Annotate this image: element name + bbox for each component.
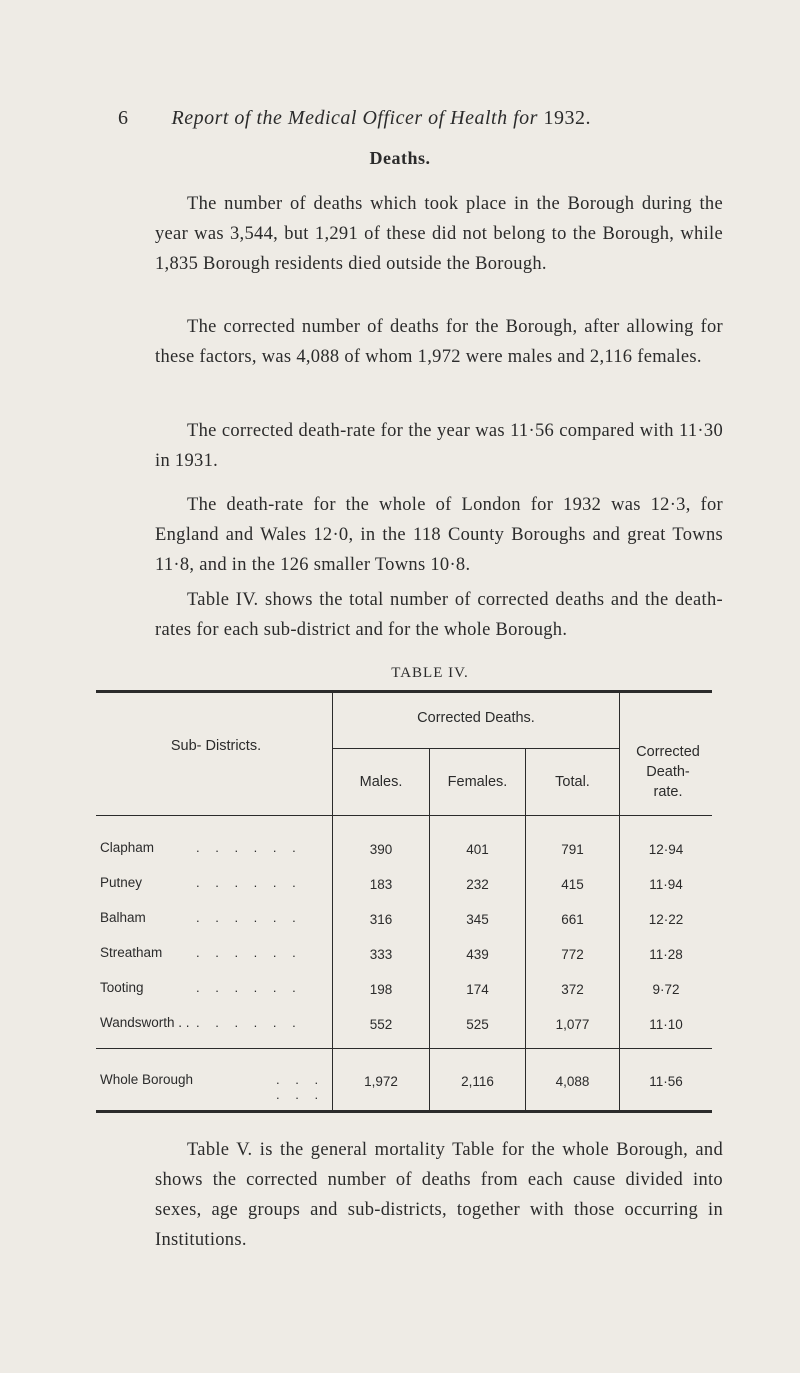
leader-dots: . . . . . . [196,910,302,925]
cell-total: 372 [561,982,584,997]
cell-rate: 11·94 [649,877,683,892]
paragraph-table-v: Table V. is the general mortality Table for the whole Borough, and shows the corrected number of deaths from each cause divided into sexes, age groups and sub-districts, together with those occurring in Institutions. [155,1140,723,1250]
paragraph-deaths-count: The number of deaths which took place in the Borough during the year was 3,544, but 1,291 of these did not belong to the Borough, while 1,835 Borough residents died outside the Borough. [155,194,723,274]
cell-males: 198 [369,982,393,997]
cell-rate: 12·22 [648,912,684,927]
section-title: Deaths. [369,148,431,168]
header-death-rate: Corrected Death- rate. [636,744,700,800]
col-rule-4 [619,690,620,1110]
cell-rate: 9·72 [652,982,680,997]
cell-males: 183 [369,877,393,892]
cell-females: 232 [466,877,489,892]
row-label: Wandsworth . . [100,1015,190,1030]
paragraph-table-intro: Table IV. shows the total number of corrected deaths and the death-rates for each sub-district and for the whole Borough. [155,590,723,640]
cell-females: 401 [466,842,489,857]
leader-dots: . . . . . . [196,980,302,995]
cell-females: 525 [466,1017,489,1032]
row-label: Balham [100,910,146,925]
row-label: Clapham [100,840,155,855]
col-rule-3 [525,748,526,1110]
cell-rate: 11·10 [649,1017,683,1032]
paragraph-death-rate: The corrected death-rate for the year was 11·56 compared with 11·30 in 1931. [155,421,723,471]
leader-dots: . . . . . . [196,945,302,960]
cell-total: 1,077 [555,1017,590,1032]
page-number: 6 [118,107,129,129]
header-females: Females. [447,774,508,790]
row-label: Putney [100,875,143,890]
cell-males: 333 [369,947,393,962]
cell-total: 772 [561,947,584,962]
cell-males: 316 [369,912,393,927]
cell-females: 439 [466,947,489,962]
cell-rate: 11·28 [649,947,683,962]
cell-females: 2,116 [461,1074,494,1089]
leader-dots: . . . . . . [196,840,302,855]
header-males: Males. [359,774,403,790]
header-sub-districts: Sub- Districts. [170,738,262,754]
table-title: TABLE IV. [391,665,469,681]
cell-total: 791 [561,842,584,857]
cell-rate: 11·56 [649,1074,683,1089]
cell-males: 390 [369,842,393,857]
report-title: Report of the Medical Officer of Health for [171,107,538,129]
deaths-table [96,690,712,1112]
cell-total: 4,088 [555,1074,590,1089]
row-label: Tooting [100,980,144,995]
header-total: Total. [555,774,590,790]
cell-females: 174 [466,982,489,997]
cell-total: 415 [561,877,584,892]
row-label: Streatham [100,945,163,960]
header-subrule [333,748,619,749]
report-year: 1932. [543,107,591,129]
cell-rate: 12·94 [648,842,684,857]
cell-females: 345 [466,912,489,927]
leader-dots: . . . . . . [196,1015,302,1030]
leader-dots: . . . . . . [196,875,302,890]
cell-total: 661 [561,912,584,927]
paragraph-corrected-deaths: The corrected number of deaths for the Borough, after allowing for these factors, was 4,088 of whom 1,972 were males and 2,116 females. [155,317,723,367]
table-bottom-rule [96,1110,712,1113]
leader-dots: . . . . . . [276,1072,325,1102]
page-header [118,107,718,130]
col-rule-1 [332,690,333,1110]
paragraph-comparison-rates: The death-rate for the whole of London for 1932 was 12·3, for England and Wales 12·0, in the 118 County Boroughs and great Towns 11·8, and in the 126 smaller Towns 10·8. [155,495,723,575]
cell-males: 1,972 [364,1074,398,1089]
header-corrected-deaths: Corrected Deaths. [417,710,535,726]
row-label: Whole Borough [100,1072,194,1087]
cell-males: 552 [369,1017,393,1032]
col-rule-2 [429,748,430,1110]
